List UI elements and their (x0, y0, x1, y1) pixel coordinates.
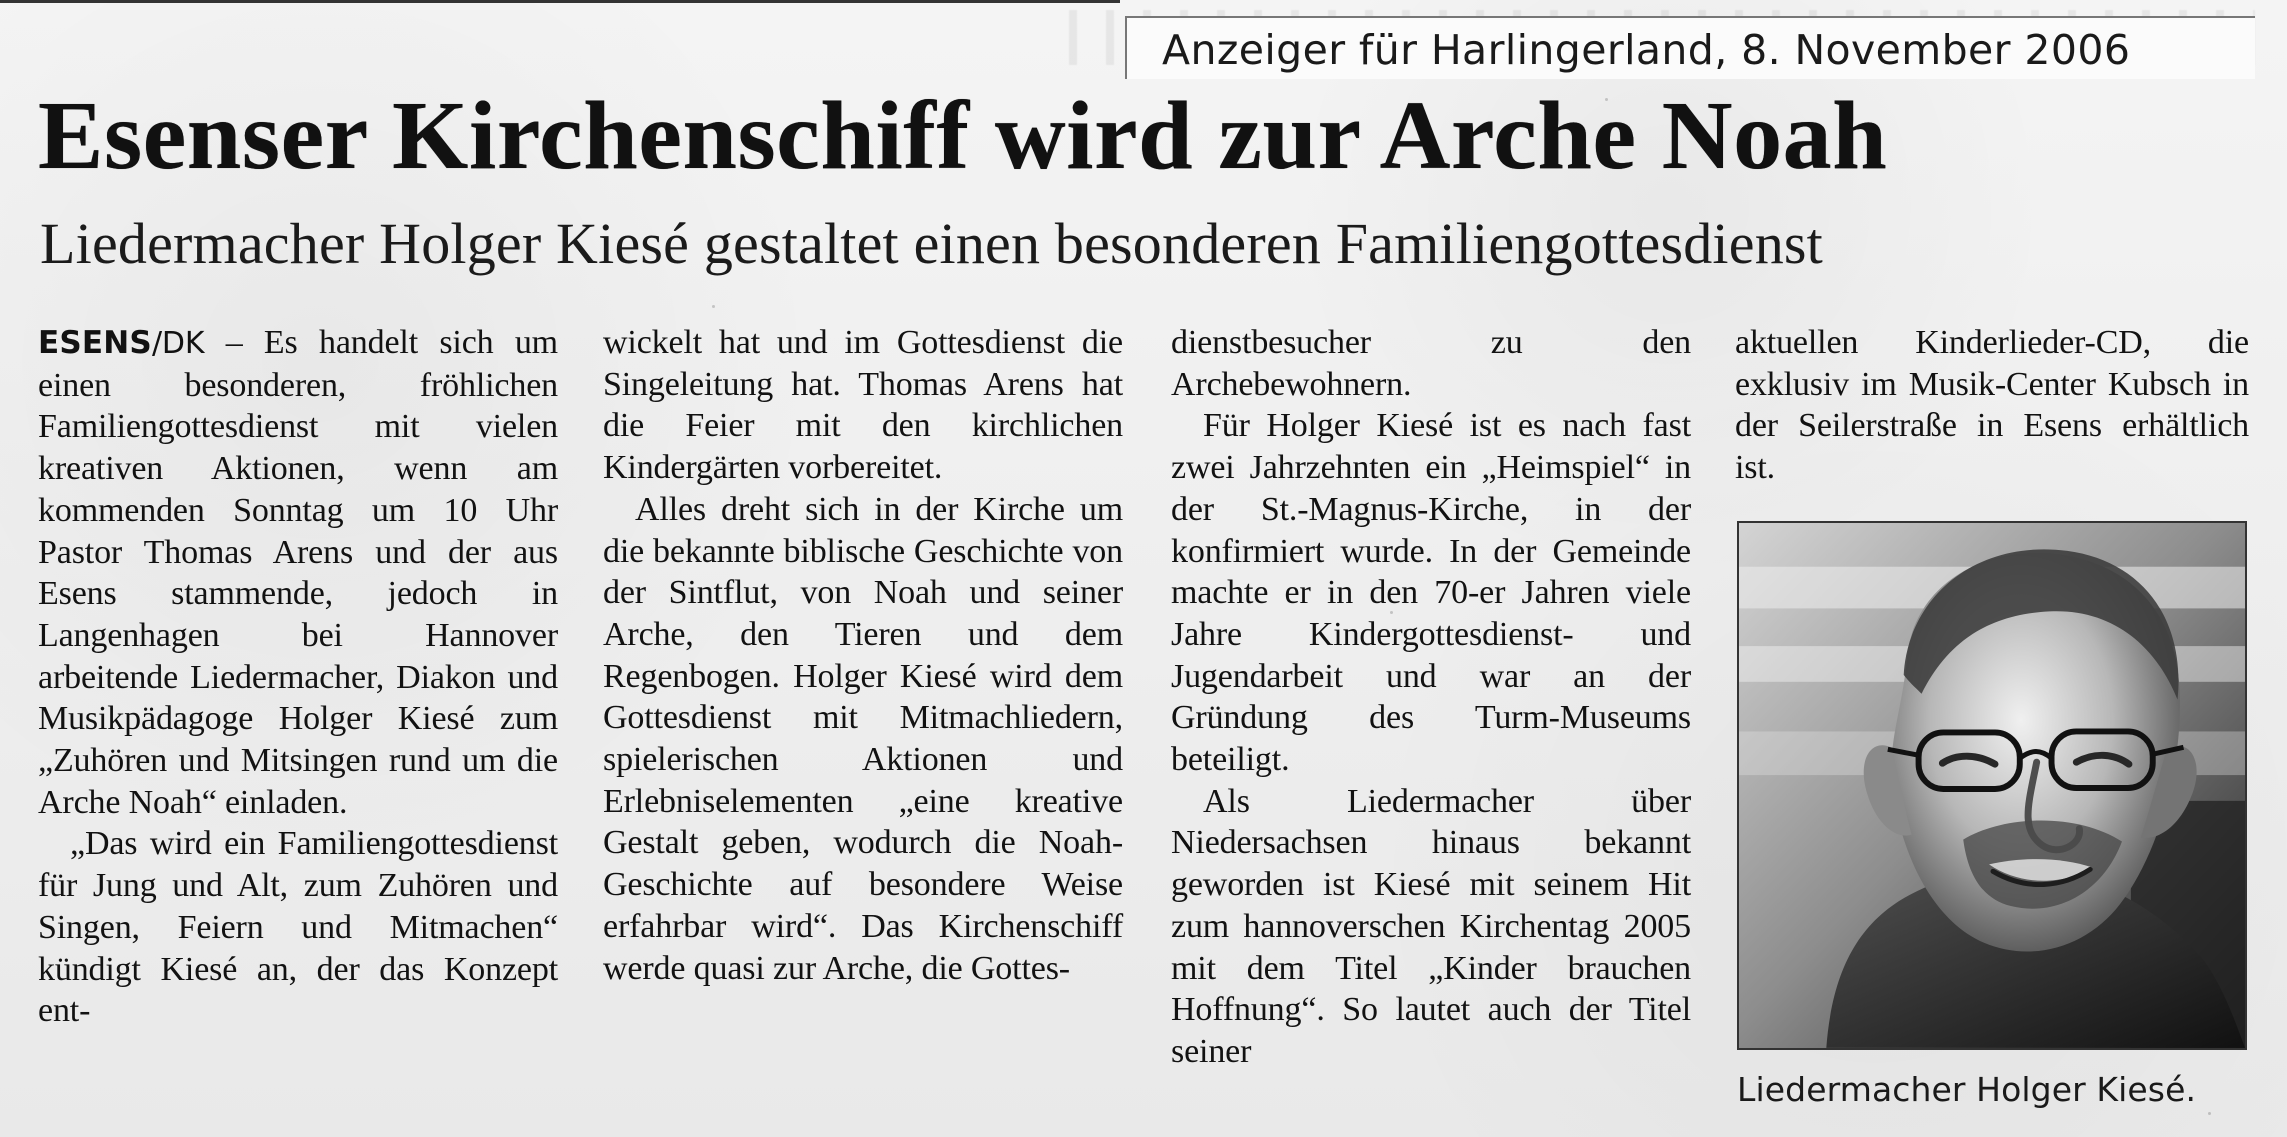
dateline-agency: /DK (151, 326, 205, 361)
column-1-paragraph-1-text: Es handelt sich um einen besonderen, fröhlichen Familiengottesdienst mit vielen kreativen Aktionen, wenn am kommenden Sonntag um 10 Uhr Pastor Thomas Arens und der aus Esens stammende, jedoch in Langenhagen bei Hannover arbeitende Liedermacher, Diakon und Musikpädagoge Holger Kiesé zum „Zuhören und Mitsingen rund um die Arche Noah“ einladen. (38, 324, 558, 821)
article-column-3 (1171, 322, 1691, 1073)
article-paragraph-1 (38, 322, 558, 823)
column-3-paragraph-1: dienstbesucher zu den Archebewohnern. (1171, 324, 1691, 403)
photo-caption: Liedermacher Holger Kiesé. (1737, 1070, 2197, 1109)
subheadline: Liedermacher Holger Kiesé gestaltet einen besonderen Familiengottesdienst (40, 211, 1823, 276)
dateline-place: ESENS (38, 325, 152, 361)
top-rule (0, 0, 1120, 3)
paper-speck (2208, 1112, 2211, 1115)
paper-speck (1390, 611, 1393, 614)
column-1-paragraph-2: „Das wird ein Familiengottesdienst für Jung und Alt, zum Zuhören und Singen, Feiern und Mitmachen“ kündigt Kiesé an, der das Konzept ent- (38, 825, 558, 1030)
column-2-paragraph-1: wickelt hat und im Gottesdienst die Singeleitung hat. Thomas Arens hat die Feier mit den kirchlichen Kindergärten vorbereitet. (603, 324, 1123, 487)
article-column-2 (603, 322, 1123, 989)
paper-speck (1605, 98, 1608, 101)
source-label: Anzeiger für Harlingerland, 8. November 2006 (1125, 16, 2255, 79)
portrait-illustration (1739, 523, 2245, 1048)
paper-speck (712, 305, 715, 308)
portrait-photo (1737, 521, 2247, 1050)
article-column-1 (38, 322, 558, 1032)
dateline-separator: – (204, 324, 264, 361)
column-2-paragraph-2: Alles dreht sich in der Kirche um die bekannte biblische Geschichte von der Sintflut, von Noah und seiner Arche, den Tieren und dem Regenbogen. Holger Kiesé wird dem Gottesdienst mit Mitmachliedern, spielerischen Aktionen und Erlebniselementen „eine kreative Gestalt geben, wodurch die Noah-Geschichte auf besondere Weise erfahrbar wird“. Das Kirchenschiff werde quasi zur Arche, die Gottes- (603, 490, 1123, 987)
column-3-paragraph-2: Für Holger Kiesé ist es nach fast zwei Jahrzehnten ein „Heimspiel“ in der St.-Magnus-Kirche, in der konfirmiert wurde. In der Gemeinde machte er in den 70-er Jahren viele Jahre Kindergottesdienst- und Jugendarbeit und war an der Gründung des Turm-Museums beteiligt. (1171, 407, 1691, 779)
column-4-paragraph-1: aktuellen Kinderlieder-CD, die exklusiv im Musik-Center Kubsch in der Seilerstraße in Esens erhältlich ist. (1735, 324, 2249, 487)
headline: Esenser Kirchenschiff wird zur Arche Noah (38, 82, 1888, 190)
article-column-4 (1735, 322, 2249, 489)
column-3-paragraph-3: Als Liedermacher über Niedersachsen hinaus bekannt geworden ist Kiesé mit seinem Hit zum hannoverschen Kirchentag 2005 mit dem Titel „Kinder brauchen Hoffnung“. So lautet auch der Titel seiner (1171, 782, 1691, 1070)
